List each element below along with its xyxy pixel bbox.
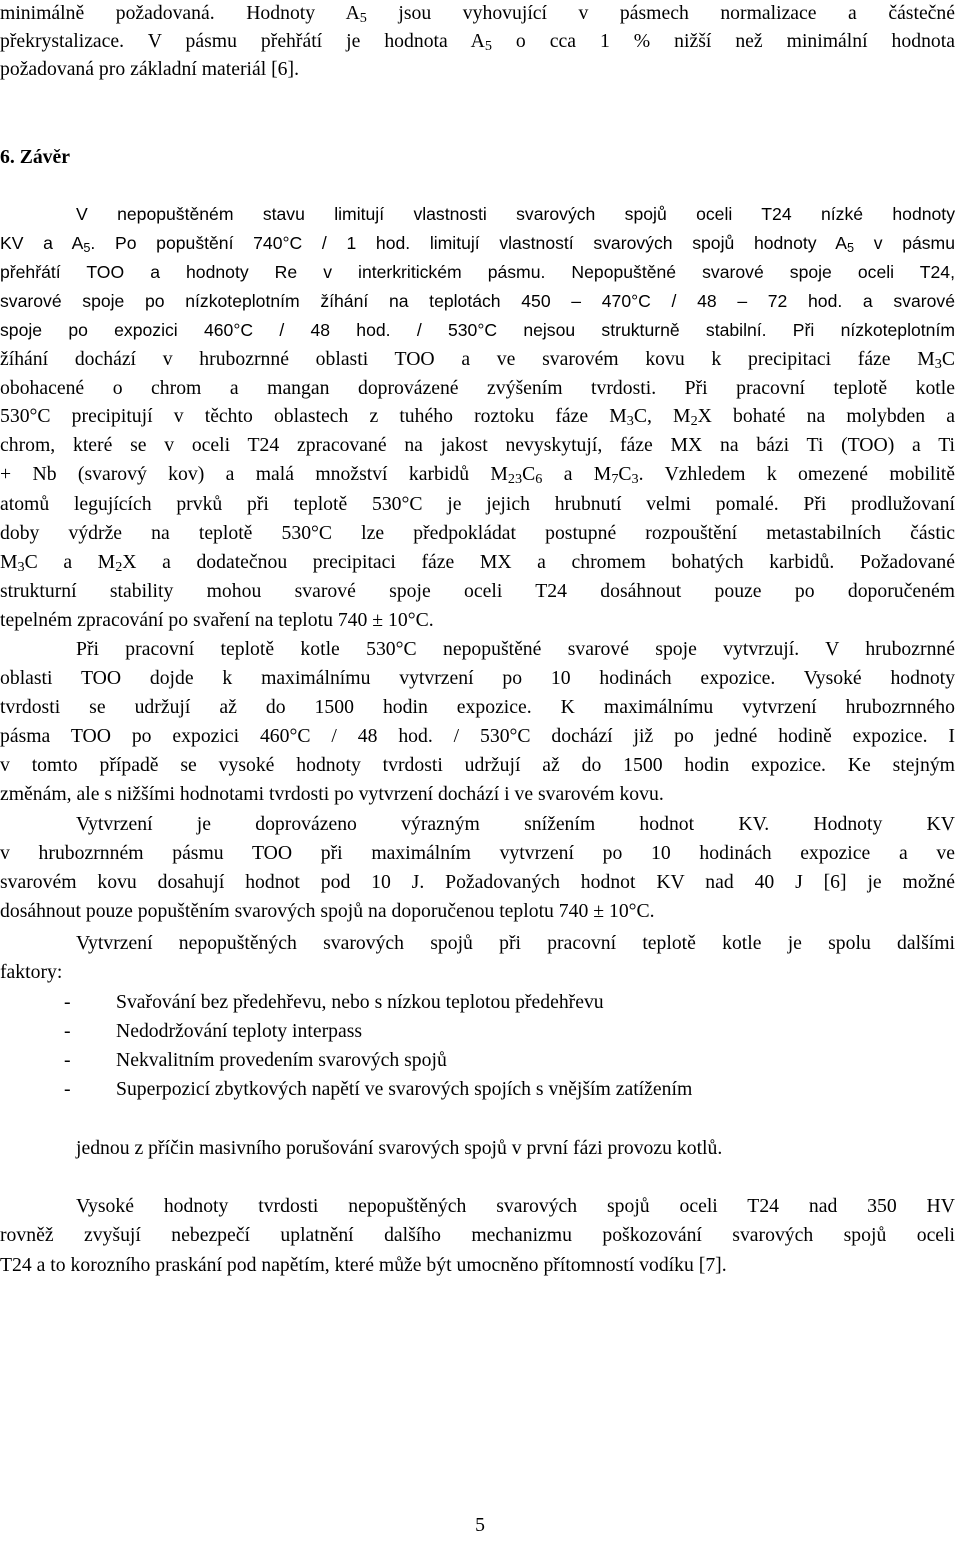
p2-line-4: pásma TOO po expozici 460°C / 48 hod. / 530°C dochází již po jedné hodině expozice. I — [0, 725, 955, 747]
bullet-dash: - — [64, 1020, 71, 1042]
p4-line-2: faktory: — [0, 961, 63, 983]
p1-line-10: + Nb (svarový kov) a malá množství karbidů $M_{23}C_6$ a $M_7C_3$. Vzhledem k omezené mobilitě — [0, 463, 955, 488]
intro-line-1: minimálně požadovaná. Hodnoty $A_5$ jsou vyhovující v pásmech normalizace a částečné — [0, 2, 955, 27]
p1-line-2: KV a $A_5$. Po popuštění 740°C / 1 hod. limitují vlastností svarových spojů hodnoty $A_5$ v pásmu — [0, 233, 955, 255]
p3-line-1: Vytvrzení je doprovázeno výrazným snížením hodnot KV. Hodnoty KV — [76, 813, 955, 835]
bullet-dash: - — [64, 1078, 71, 1100]
p1-line-7: obohacené o chrom a mangan doprovázené zvýšením tvrdosti. Při pracovní teplotě kotle — [0, 377, 955, 399]
p1-line-14: strukturní stability mohou svarové spoje oceli T24 dosáhnout pouze po doporučeném — [0, 580, 955, 602]
intro-line-2: překrystalizace. V pásmu přehřátí je hodnota $A_5$ o cca 1 % nižší než minimální hodnota — [0, 30, 955, 55]
p2-line-6: změnám, ale s nižšími hodnotami tvrdosti po vytvrzení dochází i ve svarovém kovu. — [0, 783, 664, 805]
p3-line-2: v hrubozrnném pásmu TOO při maximálním vytvrzení po 10 hodinách expozice a ve — [0, 842, 955, 864]
p1-line-1: V nepopuštěném stavu limitují vlastnosti svarových spojů oceli T24 nízké hodnoty — [76, 204, 955, 224]
p4-line-1: Vytvrzení nepopuštěných svarových spojů při pracovní teplotě kotle je spolu dalšími — [76, 932, 955, 954]
p2-line-2: oblasti TOO dojde k maximálnímu vytvrzení po 10 hodinách expozice. Vysoké hodnoty — [0, 667, 955, 689]
p1-line-3: přehřátí TOO a hodnoty Re v interkritickém pásmu. Nepopuštěné svarové spoje oceli T24, — [0, 262, 955, 282]
section-heading: 6. Závěr — [0, 146, 70, 168]
p6-line-3: T24 a to korozního praskání pod napětím, které může být umocněno přítomností vodíku [7]. — [0, 1254, 727, 1276]
factor-text: Svařování bez předehřevu, nebo s nízkou teplotou předehřevu — [116, 991, 604, 1013]
factor-list-item — [64, 1075, 692, 1103]
p2-line-3: tvrdosti se udržují až do 1500 hodin expozice. K maximálnímu vytvrzení hrubozrnného — [0, 696, 955, 718]
factor-text: Nekvalitním provedením svarových spojů — [116, 1049, 447, 1071]
intro-line-3: požadovaná pro základní materiál [6]. — [0, 58, 300, 80]
p1-line-15: tepelném zpracování po svaření na teplotu 740 ± 10°C. — [0, 609, 434, 631]
factor-list-item — [64, 988, 604, 1016]
p1-line-6: žíhání dochází v hrubozrnné oblasti TOO a ve svarovém kovu k precipitaci fáze $M_3C$ — [0, 348, 955, 373]
p1-line-5: spoje po expozici 460°C / 48 hod. / 530°C nejsou strukturně stabilní. Při nízkoteplotním — [0, 320, 955, 340]
p1-line-8: 530°C precipitují v těchto oblastech z tuhého roztoku fáze $M_3C$, $M_2X$ bohaté na molybden a — [0, 405, 955, 430]
p2-line-5: v tomto případě se vysoké hodnoty tvrdosti udržují až do 1500 hodin expozice. Ke stejným — [0, 754, 955, 776]
factor-text: Superpozicí zbytkových napětí ve svarových spojích s vnějším zatížením — [116, 1078, 693, 1100]
p2-line-1: Při pracovní teplotě kotle 530°C nepopuštěné svarové spoje vytvrzují. V hrubozrnné — [76, 638, 955, 660]
p1-line-4: svarové spoje po nízkoteplotním žíhání na teplotách 450 – 470°C / 48 – 72 hod. a svarové — [0, 291, 955, 311]
bullet-dash: - — [64, 991, 71, 1013]
p1-line-11: atomů legujících prvků při teplotě 530°C je jejich hrubnutí velmi pomalé. Při prodlužovaní — [0, 493, 955, 515]
factor-text: Nedodržování teploty interpass — [116, 1020, 363, 1042]
bullet-dash: - — [64, 1049, 71, 1071]
page-number: 5 — [475, 1514, 485, 1536]
p5-line-1: jednou z příčin masivního porušování svarových spojů v první fázi provozu kotlů. — [76, 1137, 723, 1159]
p3-line-3: svarovém kovu dosahují hodnot pod 10 J. Požadovaných hodnot KV nad 40 J [6] je možné — [0, 871, 955, 893]
p1-line-13: $M_3C$ a $M_2X$ a dodatečnou precipitaci fáze MX a chromem bohatých karbidů. Požadované — [0, 551, 955, 576]
p1-line-9: chrom, které se v oceli T24 zpracované na jakost nevyskytují, fáze MX na bázi Ti (TOO) a Ti — [0, 434, 955, 456]
p3-line-4: dosáhnout pouze popuštěním svarových spojů na doporučenou teplotu 740 ± 10°C. — [0, 900, 655, 922]
p6-line-2: rovněž zvyšují nebezpečí uplatnění dalšího mechanizmu poškozování svarových spojů oceli — [0, 1224, 955, 1246]
factor-list-item — [64, 1046, 447, 1074]
p1-line-12: doby výdrže na teplotě 530°C lze předpokládat postupné rozpouštění metastabilních částic — [0, 522, 955, 544]
p6-line-1: Vysoké hodnoty tvrdosti nepopuštěných svarových spojů oceli T24 nad 350 HV — [76, 1195, 955, 1217]
factor-list-item — [64, 1017, 362, 1045]
